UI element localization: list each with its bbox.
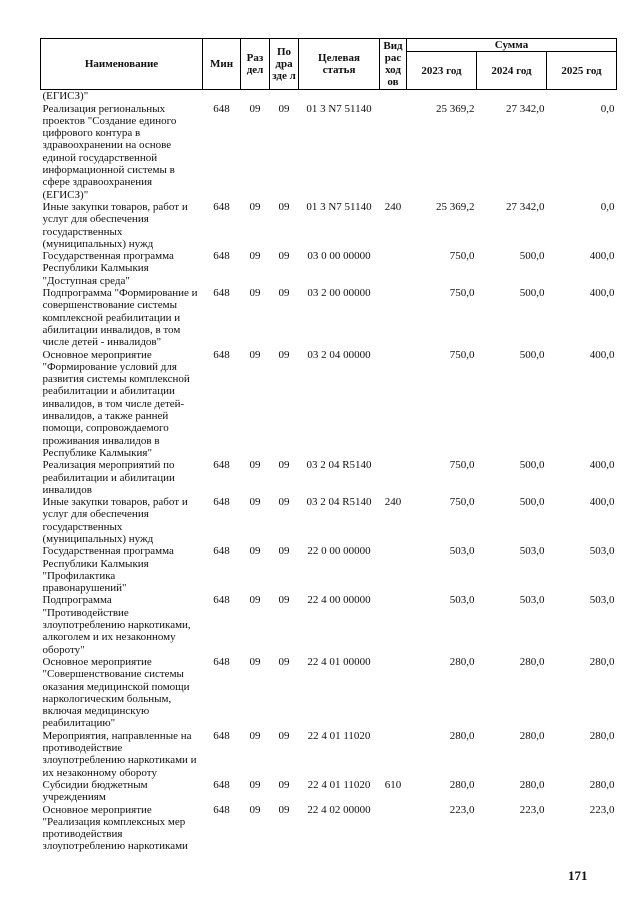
- cell-expense-type: [380, 545, 407, 594]
- cell-expense-type: [380, 103, 407, 201]
- header-expense-type: Вид рас ход ов: [380, 39, 407, 90]
- cell-2023: 25 369,2: [436, 200, 475, 213]
- cell-target-article: 22 4 02 00000: [307, 803, 371, 816]
- cell-min: 648: [213, 778, 230, 791]
- cell-name: Подпрограмма "Противодействие злоупотреблению наркотиками, алкоголем и их незаконному обороту": [42, 594, 191, 656]
- cell-target-article: 22 0 00 00000: [307, 545, 371, 558]
- cell-razdel: 09: [249, 655, 261, 668]
- header-name: Наименование: [41, 39, 203, 90]
- cell-name: Реализация мероприятий по реабилитации и абилитации инвалидов: [42, 459, 175, 496]
- cell-podrazdel: 09: [278, 655, 290, 668]
- cell-2023: 223,0: [449, 803, 475, 816]
- cell-min: 648: [213, 729, 230, 742]
- cell-2025: 503,0: [589, 545, 615, 558]
- cell-podrazdel: 09: [278, 496, 290, 509]
- cell-2025: 400,0: [589, 496, 615, 509]
- cell-2025: 400,0: [589, 348, 615, 361]
- cell-name: (ЕГИСЗ)": [42, 90, 89, 103]
- cell-2025: 400,0: [589, 287, 615, 300]
- cell-target-article: 03 2 04 R5140: [306, 459, 372, 472]
- cell-min: 648: [213, 655, 230, 668]
- cell-target-article: 03 2 04 00000: [307, 348, 371, 361]
- cell-2024: 223,0: [519, 803, 545, 816]
- cell-podrazdel: 09: [278, 200, 290, 213]
- cell-expense-type: [380, 730, 407, 779]
- table-row: [41, 459, 617, 496]
- cell-min: 648: [213, 496, 230, 509]
- table-header: [41, 39, 617, 90]
- table-row: [41, 103, 617, 201]
- cell-razdel: 09: [249, 102, 261, 115]
- cell-min: 648: [213, 594, 230, 607]
- cell-podrazdel: 09: [278, 250, 290, 263]
- cell-podrazdel: 09: [278, 545, 290, 558]
- cell-name: Государственная программа Республики Калмыкия "Профилактика правонарушений": [42, 545, 174, 595]
- cell-razdel: 09: [249, 729, 261, 742]
- cell-2024: 280,0: [519, 729, 545, 742]
- cell-expense-type: 240: [384, 496, 402, 509]
- cell-razdel: 09: [249, 778, 261, 791]
- cell-podrazdel: 09: [278, 102, 290, 115]
- cell-2024: 500,0: [519, 250, 545, 263]
- cell-2025: 223,0: [589, 803, 615, 816]
- cell-name: Основное мероприятие "Реализация комплексных мер противодействия злоупотреблению наркотиками: [42, 803, 188, 853]
- cell-2023: 25 369,2: [436, 102, 475, 115]
- header-year-2024: 2024 год: [477, 52, 547, 90]
- cell-podrazdel: 09: [278, 287, 290, 300]
- cell-target-article: 22 4 00 00000: [307, 594, 371, 607]
- cell-podrazdel: 09: [278, 594, 290, 607]
- cell-min: 648: [213, 102, 230, 115]
- cell-2023: 750,0: [449, 250, 475, 263]
- header-target-article: Целевая статья: [299, 39, 380, 90]
- header-min: Мин: [203, 39, 241, 90]
- table-row: [41, 804, 617, 853]
- cell-2023: 503,0: [449, 594, 475, 607]
- cell-expense-type: [380, 349, 407, 460]
- table-row: [41, 656, 617, 730]
- cell-name: Подпрограмма "Формирование и совершенствование системы комплексной реабилитации и абилитации инвалидов, в том числе детей - инвалидов": [42, 287, 198, 349]
- cell-2025: 503,0: [589, 594, 615, 607]
- cell-podrazdel: 09: [278, 459, 290, 472]
- table-body: [41, 90, 617, 853]
- table-row: [41, 496, 617, 545]
- cell-2024: 500,0: [519, 459, 545, 472]
- cell-min: 648: [213, 250, 230, 263]
- cell-2025: 280,0: [589, 655, 615, 668]
- cell-expense-type: [380, 656, 407, 730]
- table-row: [41, 545, 617, 594]
- cell-name: Основное мероприятие "Формирование условий для развития системы комплексной реабилитации и абилитации инвалидов, в том числе детей-инвалидов, а также ранней помощи, сопровождаемого проживания инвалидов в Республике Калмыкия": [42, 348, 190, 459]
- cell-razdel: 09: [249, 459, 261, 472]
- cell-target-article: 01 3 N7 51140: [306, 102, 372, 115]
- cell-2023: 750,0: [449, 459, 475, 472]
- cell-2023: 750,0: [449, 287, 475, 300]
- cell-razdel: 09: [249, 200, 261, 213]
- cell-name: Государственная программа Республики Калмыкия "Доступная среда": [42, 250, 174, 287]
- cell-podrazdel: 09: [278, 803, 290, 816]
- cell-razdel: 09: [249, 803, 261, 816]
- header-sum: Сумма: [407, 39, 617, 52]
- cell-name: Субсидии бюджетным учреждениям: [42, 778, 148, 804]
- cell-expense-type: [380, 459, 407, 496]
- cell-razdel: 09: [249, 594, 261, 607]
- cell-podrazdel: 09: [278, 778, 290, 791]
- cell-target-article: 03 2 00 00000: [307, 287, 371, 300]
- cell-podrazdel: 09: [278, 348, 290, 361]
- cell-expense-type: 610: [384, 778, 402, 791]
- header-year-2023: 2023 год: [407, 52, 477, 90]
- cell-2025: 400,0: [589, 250, 615, 263]
- cell-2024: 500,0: [519, 496, 545, 509]
- cell-razdel: 09: [249, 250, 261, 263]
- cell-2025: 0,0: [600, 102, 615, 115]
- table-row: [41, 250, 617, 287]
- cell-name: Иные закупки товаров, работ и услуг для обеспечения государственных (муниципальных) нужд: [42, 496, 188, 545]
- table-row: [41, 287, 617, 348]
- table-row: [41, 779, 617, 804]
- cell-2023: 750,0: [449, 348, 475, 361]
- cell-expense-type: [380, 287, 407, 348]
- cell-podrazdel: 09: [278, 729, 290, 742]
- cell-2025: 280,0: [589, 778, 615, 791]
- cell-2023: 750,0: [449, 496, 475, 509]
- cell-min: 648: [213, 545, 230, 558]
- cell-min: 648: [213, 348, 230, 361]
- cell-2024: 503,0: [519, 545, 545, 558]
- cell-target-article: 03 2 04 R5140: [306, 496, 372, 509]
- cell-2024: 27 342,0: [506, 200, 545, 213]
- cell-target-article: 22 4 01 11020: [307, 729, 371, 742]
- cell-target-article: 22 4 01 11020: [307, 778, 371, 791]
- cell-2024: 27 342,0: [506, 102, 545, 115]
- cell-razdel: 09: [249, 287, 261, 300]
- cell-name: Реализация региональных проектов "Создание единого цифрового контура в здравоохранении на основе единой государственной информационной системы в сфере здравоохранения (ЕГИСЗ)": [42, 102, 177, 201]
- cell-expense-type: [380, 804, 407, 853]
- cell-name: Мероприятия, направленные на противодействие злоупотреблению наркотиками и их незаконному обороту: [42, 729, 197, 779]
- cell-min: 648: [213, 459, 230, 472]
- cell-2023: 280,0: [449, 778, 475, 791]
- cell-2023: 503,0: [449, 545, 475, 558]
- cell-2023: 280,0: [449, 655, 475, 668]
- table-row-continuation: [41, 90, 617, 103]
- cell-expense-type: 240: [384, 200, 402, 213]
- table-row: [41, 730, 617, 779]
- cell-2024: 500,0: [519, 287, 545, 300]
- cell-2024: 500,0: [519, 348, 545, 361]
- header-podrazdel: По дра зде л: [270, 39, 299, 90]
- cell-razdel: 09: [249, 545, 261, 558]
- cell-min: 648: [213, 287, 230, 300]
- cell-min: 648: [213, 803, 230, 816]
- cell-name: Иные закупки товаров, работ и услуг для обеспечения государственных (муниципальных) нужд: [42, 200, 188, 250]
- cell-2024: 280,0: [519, 655, 545, 668]
- header-razdel: Раз дел: [241, 39, 270, 90]
- cell-razdel: 09: [249, 348, 261, 361]
- cell-2023: 280,0: [449, 729, 475, 742]
- table-row: [41, 594, 617, 655]
- cell-razdel: 09: [249, 496, 261, 509]
- table-row: [41, 201, 617, 250]
- cell-min: 648: [213, 200, 230, 213]
- cell-target-article: 03 0 00 00000: [307, 250, 371, 263]
- cell-name: Основное мероприятие "Совершенствование системы оказания медицинской помощи наркологическим больным, включая медицинскую реабилитацию": [42, 655, 190, 730]
- cell-2025: 0,0: [600, 200, 615, 213]
- cell-expense-type: [380, 250, 407, 287]
- cell-expense-type: [380, 594, 407, 655]
- header-year-2025: 2025 год: [547, 52, 617, 90]
- cell-2024: 503,0: [519, 594, 545, 607]
- cell-target-article: 01 3 N7 51140: [306, 200, 372, 213]
- cell-target-article: 22 4 01 00000: [307, 655, 371, 668]
- cell-2024: 280,0: [519, 778, 545, 791]
- cell-2025: 280,0: [589, 729, 615, 742]
- cell-2025: 400,0: [589, 459, 615, 472]
- page-number: 171: [568, 868, 588, 883]
- budget-table: [40, 38, 617, 853]
- table-row: [41, 349, 617, 460]
